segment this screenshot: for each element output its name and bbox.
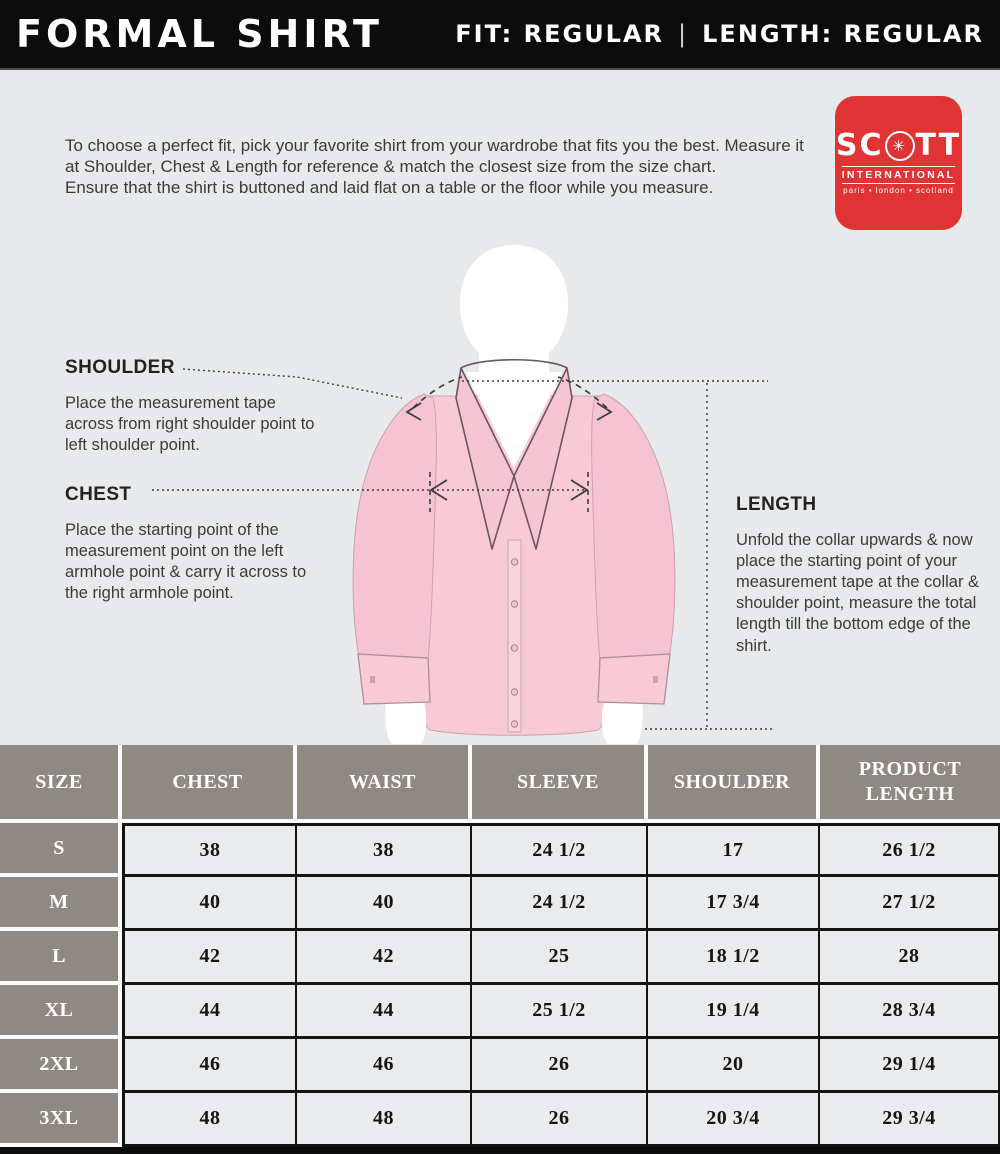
value-cell: 24 1/2 <box>472 823 648 877</box>
value-cell: 26 <box>472 1093 648 1147</box>
size-cell: 2XL <box>0 1039 122 1093</box>
value-cell: 29 3/4 <box>820 1093 1000 1147</box>
collar-band <box>461 360 567 368</box>
separator: | <box>678 20 689 48</box>
right-sleeve <box>592 394 675 660</box>
value-cell: 28 <box>820 931 1000 985</box>
length-label: LENGTH: REGULAR <box>702 20 984 48</box>
brand-subtitle: INTERNATIONAL <box>842 166 956 184</box>
length-guide-title: LENGTH <box>736 494 817 515</box>
shirt-body <box>417 396 612 735</box>
collar-right-leaf <box>514 368 572 549</box>
length-guide <box>736 494 988 657</box>
value-cell: 38 <box>122 823 297 877</box>
shoulder-guide <box>65 357 327 456</box>
value-cell: 20 <box>648 1039 820 1093</box>
size-cell: M <box>0 877 122 931</box>
value-cell: 26 1/2 <box>820 823 1000 877</box>
fit-label: FIT: REGULAR <box>455 20 665 48</box>
shoulder-arrow-right-dash <box>558 377 607 408</box>
value-cell: 48 <box>122 1093 297 1147</box>
size-cell: XL <box>0 985 122 1039</box>
value-cell: 17 <box>648 823 820 877</box>
left-armhole-seam <box>429 404 434 515</box>
mannequin-head <box>460 245 568 391</box>
table-header-product-length: PRODUCT LENGTH <box>820 745 1000 823</box>
size-table <box>0 745 1000 1147</box>
bottom-bar <box>0 1147 1000 1154</box>
brand-tagline: paris • london • scotland <box>843 186 954 195</box>
shoulder-arrowhead-left <box>407 403 421 420</box>
value-cell: 27 1/2 <box>820 877 1000 931</box>
value-cell: 42 <box>297 931 472 985</box>
value-cell: 24 1/2 <box>472 877 648 931</box>
left-cuff-button <box>370 676 375 683</box>
header-bar <box>0 0 1000 70</box>
table-header-size: SIZE <box>0 745 122 823</box>
value-cell: 38 <box>297 823 472 877</box>
table-header-chest: CHEST <box>122 745 297 823</box>
fit-length-info <box>455 20 984 48</box>
value-cell: 25 <box>472 931 648 985</box>
value-cell: 25 1/2 <box>472 985 648 1039</box>
value-cell: 28 3/4 <box>820 985 1000 1039</box>
table-header-waist: WAIST <box>297 745 472 823</box>
value-cell: 17 3/4 <box>648 877 820 931</box>
value-cell: 18 1/2 <box>648 931 820 985</box>
size-cell: S <box>0 823 122 877</box>
brand-name <box>835 128 962 163</box>
right-cuff-button <box>653 676 658 683</box>
chest-guide-title: CHEST <box>65 484 132 505</box>
intro-paragraph-2: Ensure that the shirt is buttoned and laid flat on a table or the floor while you measure. <box>65 178 714 198</box>
value-cell: 19 1/4 <box>648 985 820 1039</box>
value-cell: 20 3/4 <box>648 1093 820 1147</box>
size-cell: L <box>0 931 122 985</box>
value-cell: 26 <box>472 1039 648 1093</box>
shoulder-arrow-left-dash <box>413 377 462 408</box>
left-sleeve <box>353 394 436 660</box>
brand-logo <box>835 96 962 230</box>
neck-opening <box>466 372 562 468</box>
right-hand <box>602 700 643 744</box>
value-cell: 42 <box>122 931 297 985</box>
value-cell: 44 <box>122 985 297 1039</box>
value-cell: 40 <box>297 877 472 931</box>
brand-right: TT <box>915 128 962 163</box>
shoulder-arrowhead-right <box>597 403 611 420</box>
page-title: FORMAL SHIRT <box>16 12 383 56</box>
shoulder-guide-text: Place the measurement tape across from right shoulder point to left shoulder point. <box>65 394 315 455</box>
value-cell: 29 1/4 <box>820 1039 1000 1093</box>
chest-guide-text: Place the starting point of the measurement point on the left armhole point & carry it across to the right armhole point. <box>65 521 307 603</box>
intro-text <box>65 135 813 198</box>
emblem-glyph: ✳ <box>892 136 907 155</box>
collar-left-leaf <box>456 368 514 549</box>
brand-left: SC <box>835 128 884 163</box>
table-header-shoulder: SHOULDER <box>648 745 820 823</box>
value-cell: 48 <box>297 1093 472 1147</box>
shirt-placket <box>508 540 521 732</box>
logo-emblem-icon <box>885 131 915 161</box>
chest-guide <box>65 484 321 604</box>
shirt-buttons <box>511 559 517 727</box>
left-hand <box>385 700 426 744</box>
chest-arrowhead-left <box>431 480 447 500</box>
value-cell: 46 <box>297 1039 472 1093</box>
left-cuff <box>358 654 430 704</box>
right-armhole-seam <box>594 404 599 515</box>
value-cell: 40 <box>122 877 297 931</box>
size-cell: 3XL <box>0 1093 122 1147</box>
chest-arrowhead-right <box>571 480 587 500</box>
length-guide-text: Unfold the collar upwards & now place the starting point of your measurement tape at the collar & shoulder point, measure the total length till the bottom edge of the shirt. <box>736 531 980 655</box>
intro-paragraph-1: To choose a perfect fit, pick your favorite shirt from your wardrobe that fits you the best. Measure it at Shoulder, Chest & Length for reference & match the closest size from the size chart. <box>65 136 804 177</box>
value-cell: 44 <box>297 985 472 1039</box>
value-cell: 46 <box>122 1039 297 1093</box>
shoulder-guide-title: SHOULDER <box>65 357 175 378</box>
right-cuff <box>598 654 670 704</box>
table-header-sleeve: SLEEVE <box>472 745 648 823</box>
